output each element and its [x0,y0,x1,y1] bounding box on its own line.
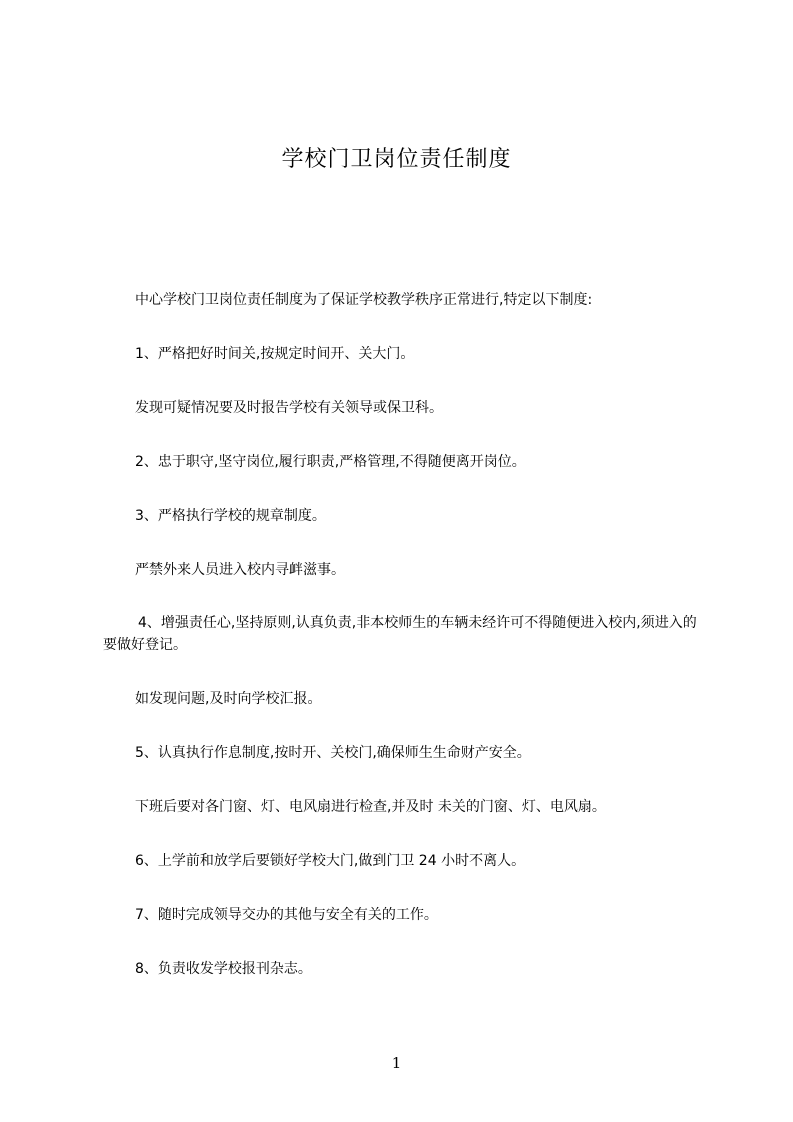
paragraph-text: 7、随时完成领导交办的其他与安全有关的工作。 [135,907,438,923]
paragraph-item-8 [103,958,703,980]
paragraph-text: 3、严格执行学校的规章制度。 [135,508,326,524]
paragraph-item-1-note [103,397,703,419]
paragraph-text: 如发现问题,及时向学校汇报。 [135,691,322,707]
paragraph-item-1 [103,343,703,365]
paragraph-item-5 [103,742,703,764]
paragraph-text: 下班后要对各门窗、灯、电风扇进行检查,并及时 未关的门窗、灯、电风扇。 [135,799,606,815]
paragraph-text: 中心学校门卫岗位责任制度为了保证学校教学秩序正常进行,特定以下制度: [135,292,593,308]
paragraph-text: 6、上学前和放学后要锁好学校大门,做到门卫 24 小时不离人。 [135,853,526,869]
document-title: 学校门卫岗位责任制度 [281,147,512,172]
paragraph-item-6 [103,850,703,872]
paragraph-item-5-note [103,796,703,818]
paragraph-item-7 [103,904,703,926]
paragraph-text: 严禁外来人员进入校内寻衅滋事。 [135,562,345,578]
paragraph-item-3-note [103,559,703,581]
paragraph-item-3 [103,505,703,527]
paragraph-text: 2、忠于职守,坚守岗位,履行职责,严格管理,不得随便离开岗位。 [135,454,526,470]
paragraph-text: 4、增强责任心,坚持原则,认真负责,非本校师生的车辆未经许可不得随便进入校内,须进入的要做好登记。 [103,615,697,653]
paragraph-text: 发现可疑情况要及时报告学校有关领导或保卫科。 [135,400,443,416]
paragraph-text: 8、负责收发学校报刊杂志。 [135,961,312,977]
paragraph-text: 1、严格把好时间关,按规定时间开、关大门。 [135,346,415,362]
paragraph-item-4 [103,612,703,656]
paragraph-item-4-note [103,688,703,710]
paragraph-item-2 [103,451,703,473]
paragraph-text: 5、认真执行作息制度,按时开、关校门,确保师生生命财产安全。 [135,745,531,761]
page-number: 1 [391,1054,402,1072]
paragraph-intro [103,289,703,311]
